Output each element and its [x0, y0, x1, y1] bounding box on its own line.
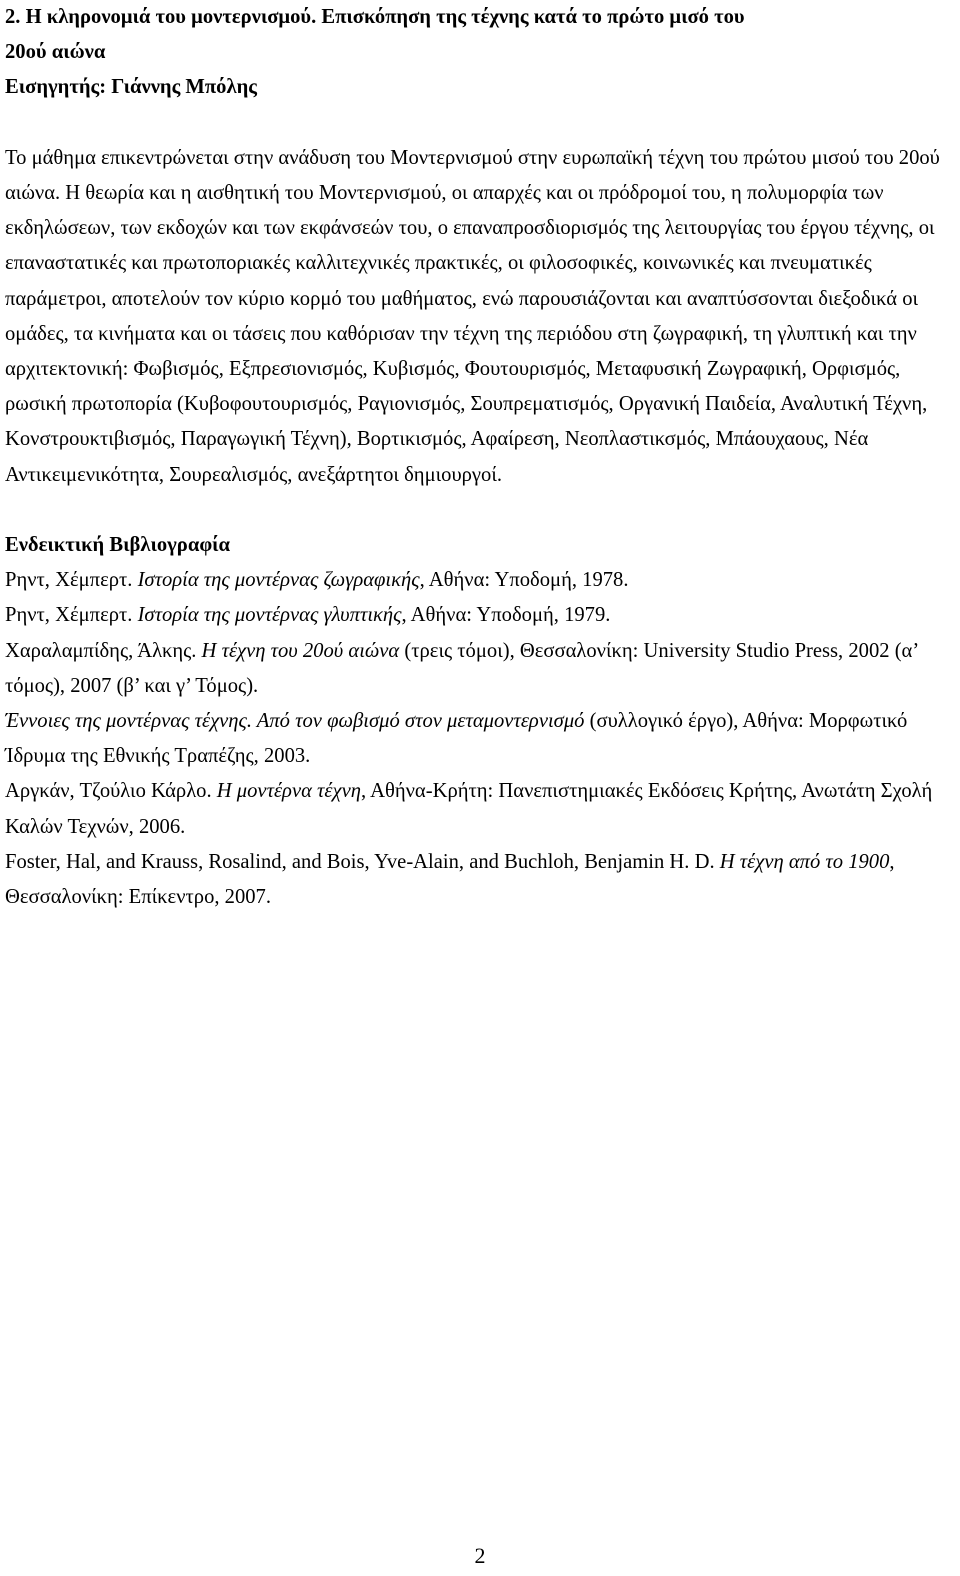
reference-item: [5, 598, 955, 633]
reference-details: (τρεις τόμοι), Θεσσαλονίκη: University Studio Press, 2002 (α’ τόμος), 2007 (β’ και γ’ Τόμος).: [5, 639, 918, 697]
reference-details: , Θεσσαλονίκη: Επίκεντρο, 2007.: [5, 850, 895, 909]
section-title-line-2: 20ού αιώνα: [5, 41, 106, 64]
course-description: Το μάθημα επικεντρώνεται στην ανάδυση του Μοντερνισμού στην ευρωπαϊκή τέχνη του πρώτου μισού του 20ού αιώνα. Η θεωρία και η αισθητική του Μοντερνισμού, οι απαρχές και οι πρόδρομοί του, η πολυμορφία των εκδηλώσεων, των εκδοχών και των εκφάνσεών του, ο επαναπροσδιορισμός της λειτουργίας του έργου τέχνης, οι επαναστατικές και πρωτοποριακές καλλιτεχνικές πρακτικές, οι φιλοσοφικές, κοινωνικές και πνευματικές παράμετροι, αποτελούν τον κύριο κορμό του μαθήματος, ενώ παρουσιάζονται και αναπτύσσονται διεξοδικά οι ομάδες, τα κινήματα και οι τάσεις που καθόρισαν την τέχνη της περιόδου στη ζωγραφική, τη γλυπτική και την αρχιτεκτονική: Φωβισμός, Εξπρεσιονισμός, Κυβισμός, Φουτουρισμός, Μεταφυσική Ζωγραφική, Ορφισμός, ρωσική πρωτοπορία (Κυβοφουτουρισμός, Ραγιονισμός, Σουπρεματισμός, Οργανική Παιδεία, Αναλυτική Τέχνη, Κονστρουκτιβισμός, Παραγωγική Τέχνη), Βορτικισμός, Αφαίρεση, Νεοπλαστικσμός, Μπάουχαους, Νέα Αντικειμενικότητα, Σουρεαλισμός, ανεξάρτητοι δημιουργοί.: [5, 146, 940, 486]
spacer: [5, 493, 955, 528]
reference-author: Foster, Hal, and Krauss, Rosalind, and Bois, Yve-Alain, and Buchloh, Benjamin H. D.: [5, 850, 720, 873]
page-number: 2: [474, 1543, 486, 1568]
reference-title: Έννοιες της μοντέρνας τέχνης. Από τον φωβισμό στον μεταμοντερνισμό: [5, 710, 585, 733]
reference-author: Ρηντ, Χέμπερτ.: [5, 604, 138, 627]
section-title-line-1: 2. Η κληρονομιά του μοντερνισμού. Επισκόπηση της τέχνης κατά το πρώτο μισό του: [5, 6, 745, 28]
reference-author: Αργκάν, Τζούλιο Κάρλο.: [5, 780, 217, 803]
reference-title: Ιστορία της μοντέρνας γλυπτικής: [137, 604, 402, 627]
reference-title: Η τέχνη από το 1900: [719, 850, 890, 873]
reference-item: [5, 704, 955, 774]
reference-details: , Αθήνα-Κρήτη: Πανεπιστημιακές Εκδόσεις Κρήτης, Ανωτάτη Σχολή Καλών Τεχνών, 2006.: [5, 780, 933, 838]
reference-title: Η τέχνη του 20ού αιώνα: [201, 639, 400, 662]
reference-author: Χαραλαμπίδης, Άλκης.: [5, 639, 202, 662]
reference-item: [5, 563, 955, 598]
reference-details: , Αθήνα: Υποδομή, 1979.: [401, 604, 611, 627]
spacer: [5, 106, 955, 141]
reference-author: Ρηντ, Χέμπερτ.: [5, 569, 138, 592]
reference-details: , Αθήνα: Υποδομή, 1978.: [419, 569, 629, 592]
lecturer-line: Εισηγητής: Γιάννης Μπόλης: [5, 76, 257, 99]
reference-title: Ιστορία της μοντέρνας ζωγραφικής: [137, 569, 420, 592]
reference-item: [5, 774, 955, 844]
reference-details: (συλλογικό έργο), Αθήνα: Μορφωτικό Ίδρυμα της Εθνικής Τραπέζης, 2003.: [5, 710, 908, 768]
reference-title: Η μοντέρνα τέχνη: [216, 780, 361, 803]
section-header: [5, 0, 955, 106]
reference-item: [5, 845, 955, 915]
reference-item: [5, 634, 955, 704]
document-page: [5, 0, 955, 915]
bibliography-heading: Ενδεικτική Βιβλιογραφία: [5, 534, 231, 557]
bibliography-section: [5, 528, 955, 915]
